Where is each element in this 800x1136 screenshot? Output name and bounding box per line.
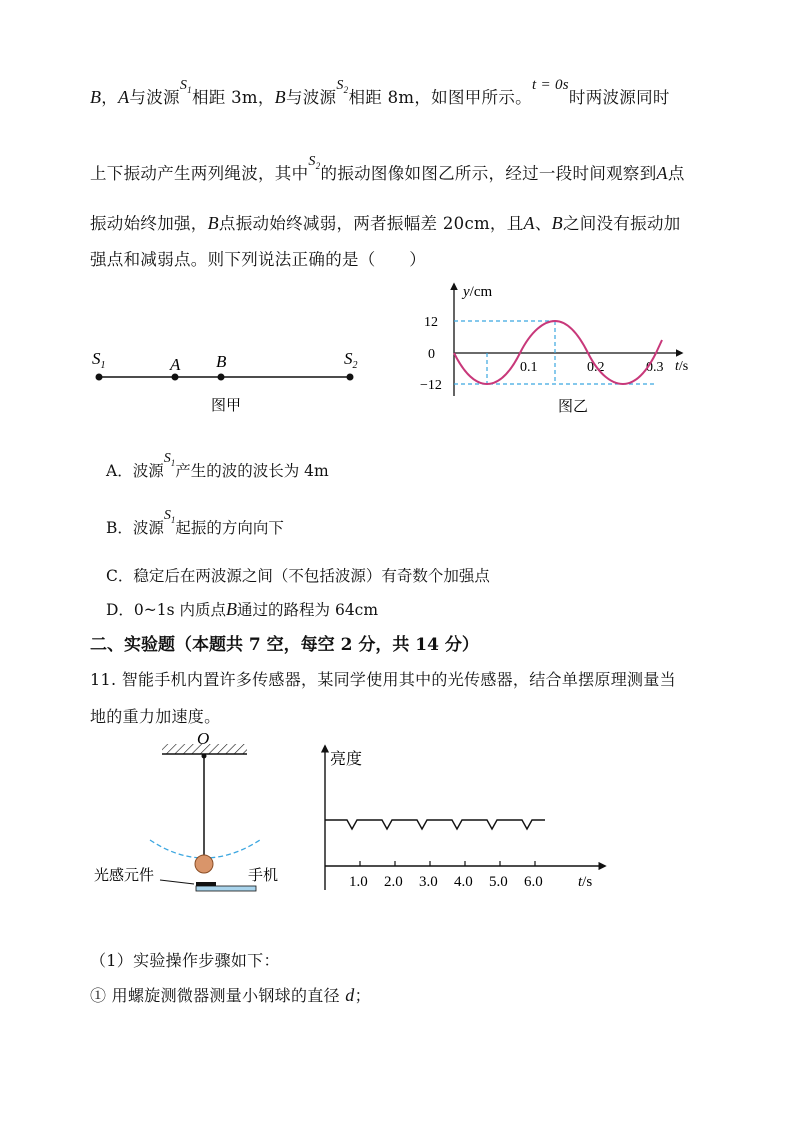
var-A: A bbox=[118, 87, 130, 107]
text-seg: 与波源 bbox=[285, 88, 337, 107]
var-d: d bbox=[345, 985, 355, 1005]
steel-ball bbox=[195, 855, 213, 873]
text-seg: 与波源 bbox=[129, 88, 180, 107]
option-D[interactable] bbox=[106, 598, 378, 620]
text-seg: 、 bbox=[534, 214, 552, 233]
label-B: B bbox=[216, 352, 227, 371]
time-zero: t = 0s bbox=[531, 77, 569, 93]
figure-pendulum bbox=[90, 728, 280, 898]
q11-line-1: 11. 智能手机内置许多传感器，某同学使用其中的光传感器，结合单摆原理测量当 bbox=[90, 670, 676, 689]
section-heading: 二、实验题（本题共 7 空，每空 2 分，共 14 分） bbox=[90, 635, 479, 655]
var-B: B bbox=[207, 213, 219, 233]
point-S2 bbox=[347, 374, 354, 381]
caption-jia: 图甲 bbox=[211, 396, 242, 414]
var-B: B bbox=[226, 599, 238, 619]
x-tick-label: 1.0 bbox=[349, 874, 368, 890]
text-line-4 bbox=[90, 246, 426, 270]
option-C[interactable] bbox=[106, 564, 490, 586]
ytick-12: 12 bbox=[424, 315, 438, 330]
text-seg: 上下振动产生两列绳波，其中 bbox=[90, 164, 309, 183]
figure-jia bbox=[85, 340, 375, 420]
x-tick-label: 2.0 bbox=[384, 874, 403, 890]
option-B-text: 起振的方向向下 bbox=[175, 519, 284, 537]
var-B: B bbox=[551, 213, 563, 233]
option-D-prefix: D．0~1s 内质点 bbox=[106, 601, 227, 619]
text-line-2 bbox=[90, 154, 685, 185]
text-seg: 振动始终加强， bbox=[90, 214, 208, 233]
figure-brightness bbox=[300, 740, 620, 900]
option-B-prefix: B．波源 bbox=[106, 519, 164, 537]
var-B: B bbox=[90, 87, 102, 107]
point-B bbox=[218, 374, 225, 381]
option-B[interactable] bbox=[106, 508, 284, 539]
text-line-3 bbox=[90, 210, 681, 234]
option-A[interactable] bbox=[106, 451, 329, 482]
option-D-text: 通过的路程为 64cm bbox=[237, 601, 379, 619]
option-A-prefix: A．波源 bbox=[106, 462, 164, 480]
x-tick-label: 4.0 bbox=[454, 874, 473, 890]
text-line-1 bbox=[90, 77, 670, 109]
xtick-0.3: 0.3 bbox=[646, 360, 664, 375]
ytick-0: 0 bbox=[428, 347, 435, 362]
point-S1 bbox=[96, 374, 103, 381]
phone bbox=[196, 886, 256, 891]
text-seg: 点 bbox=[667, 164, 685, 183]
step-1-end: ； bbox=[354, 986, 371, 1005]
comma: ， bbox=[101, 88, 119, 107]
step-header: （1）实验操作步骤如下： bbox=[90, 951, 280, 970]
step-1 bbox=[90, 983, 371, 1006]
x-tick-label: 6.0 bbox=[524, 874, 543, 890]
label-A: A bbox=[170, 355, 181, 374]
label-S2: $S_2$ bbox=[344, 349, 358, 371]
x-axis-label: t/s bbox=[675, 359, 689, 374]
step-1-text: ① 用螺旋测微器测量小钢球的直径 bbox=[90, 986, 346, 1005]
y-axis-label: y/cm bbox=[463, 284, 493, 300]
question-stem-end: 强点和减弱点。则下列说法正确的是（ ） bbox=[90, 250, 426, 269]
x-tick-label: 3.0 bbox=[419, 874, 438, 890]
var-S2: S2 bbox=[308, 154, 321, 171]
text-seg: 相距 3m， bbox=[191, 88, 275, 107]
option-C-text: C．稳定后在两波源之间（不包括波源）有奇数个加强点 bbox=[106, 567, 490, 585]
var-B: B bbox=[274, 87, 286, 107]
var-S1: $S_1$ bbox=[163, 451, 176, 468]
option-A-text: 产生的波的波长为 4m bbox=[175, 462, 329, 480]
label-O: O bbox=[197, 729, 210, 748]
brightness-curve bbox=[325, 820, 545, 829]
xtick-0.1: 0.1 bbox=[520, 360, 538, 375]
light-sensor bbox=[196, 882, 216, 886]
var-S1: S1 bbox=[179, 78, 192, 95]
point-A bbox=[172, 374, 179, 381]
text-seg: 相距 8m，如图甲所示。 bbox=[348, 88, 532, 107]
xtick-0.2: 0.2 bbox=[587, 360, 605, 375]
label-phone: 手机 bbox=[248, 866, 279, 884]
caption-yi: 图乙 bbox=[558, 397, 589, 415]
text-seg: 之间没有振动加 bbox=[562, 214, 681, 233]
text-seg: 的振动图像如图乙所示，经过一段时间观察到 bbox=[320, 164, 657, 183]
var-S2: S2 bbox=[336, 78, 349, 95]
x-axis-label: t/s bbox=[578, 874, 593, 890]
var-S1: $S_1$ bbox=[163, 508, 176, 525]
label-sensor: 光感元件 bbox=[94, 866, 155, 884]
var-A: A bbox=[523, 213, 535, 233]
figure-yi bbox=[410, 278, 700, 418]
sensor-pointer bbox=[160, 880, 194, 884]
x-tick-label: 5.0 bbox=[489, 874, 508, 890]
ytick-neg12: −12 bbox=[420, 378, 442, 393]
y-axis-label: 亮度 bbox=[330, 749, 363, 768]
var-A: A bbox=[656, 163, 668, 183]
q11-line-2: 地的重力加速度。 bbox=[90, 707, 221, 726]
text-seg: 点振动始终减弱，两者振幅差 20cm，且 bbox=[218, 214, 524, 233]
text-seg: 时两波源同时 bbox=[568, 88, 670, 107]
label-S1: $S_1$ bbox=[92, 349, 106, 371]
